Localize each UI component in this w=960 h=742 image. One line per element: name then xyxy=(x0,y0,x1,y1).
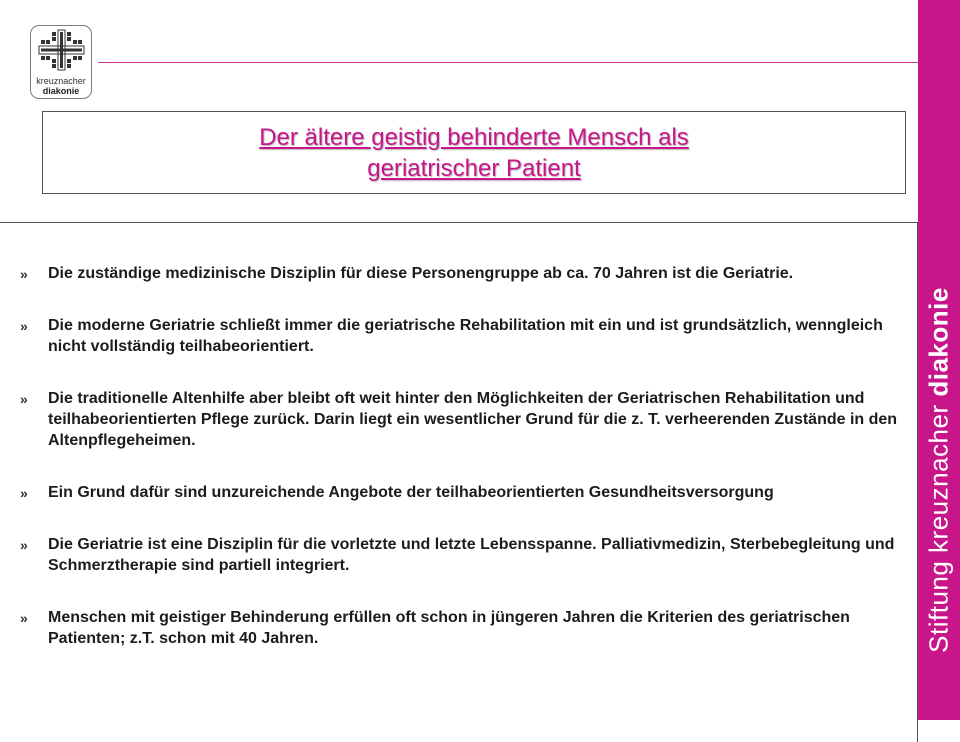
bullet-list xyxy=(20,263,905,680)
slide-title-line-1: Der ältere geistig behinderte Mensch als xyxy=(259,123,689,151)
sidebar-brand-text xyxy=(924,287,955,653)
slide-title-line-2: geriatrischer Patient xyxy=(367,154,581,182)
bullet-text: Menschen mit geistiger Behinderung erfüllen oft schon in jüngeren Jahren die Kriterien des geriatrischen Patienten; z.T. schon mit 40 Jahren. xyxy=(48,609,850,647)
double-chevron-right-icon: » xyxy=(20,610,28,626)
list-item xyxy=(20,607,905,649)
bullet-text: Ein Grund dafür sind unzureichende Angebote der teilhabeorientierten Gesundheitsversorgung xyxy=(48,484,774,501)
list-item xyxy=(20,482,905,503)
bullet-text: Die Geriatrie ist eine Disziplin für die vorletzte und letzte Lebensspanne. Palliativmedizin, Sterbebegleitung und Schmerztherapie sind partiell integriert. xyxy=(48,536,895,574)
brand-sidebar xyxy=(918,0,960,720)
list-item xyxy=(20,534,905,576)
header-divider xyxy=(98,62,918,63)
list-item xyxy=(20,388,905,451)
sidebar-brand-regular: Stiftung kreuznacher xyxy=(923,396,954,653)
logo-text-kreuznacher: kreuznacher xyxy=(36,76,86,86)
double-chevron-right-icon: » xyxy=(20,318,28,334)
double-chevron-right-icon: » xyxy=(20,266,28,282)
kreuznacher-diakonie-logo xyxy=(30,25,92,99)
slide-title-box xyxy=(42,111,906,194)
double-chevron-right-icon: » xyxy=(20,485,28,501)
list-item xyxy=(20,263,905,284)
double-chevron-right-icon: » xyxy=(20,537,28,553)
cross-emblem-icon xyxy=(31,26,93,76)
double-chevron-right-icon: » xyxy=(20,391,28,407)
bullet-text: Die moderne Geriatrie schließt immer die geriatrische Rehabilitation mit ein und ist grundsätzlich, wenngleich nicht vollständig teilhabeorientiert. xyxy=(48,317,883,355)
sidebar-brand-bold: diakonie xyxy=(923,287,954,397)
list-item xyxy=(20,315,905,357)
bullet-text: Die traditionelle Altenhilfe aber bleibt oft weit hinter den Möglichkeiten der Geriatrischen Rehabilitation und teilhabeorientierten Pflege zurück. Darin liegt ein wesentlicher Grund für die z. T. verheerenden Zustände in den Altenpflegeheimen. xyxy=(48,390,898,449)
logo-text-diakonie: diakonie xyxy=(42,86,80,96)
bullet-text: Die zuständige medizinische Disziplin für diese Personengruppe ab ca. 70 Jahren ist die Geriatrie. xyxy=(48,265,794,282)
